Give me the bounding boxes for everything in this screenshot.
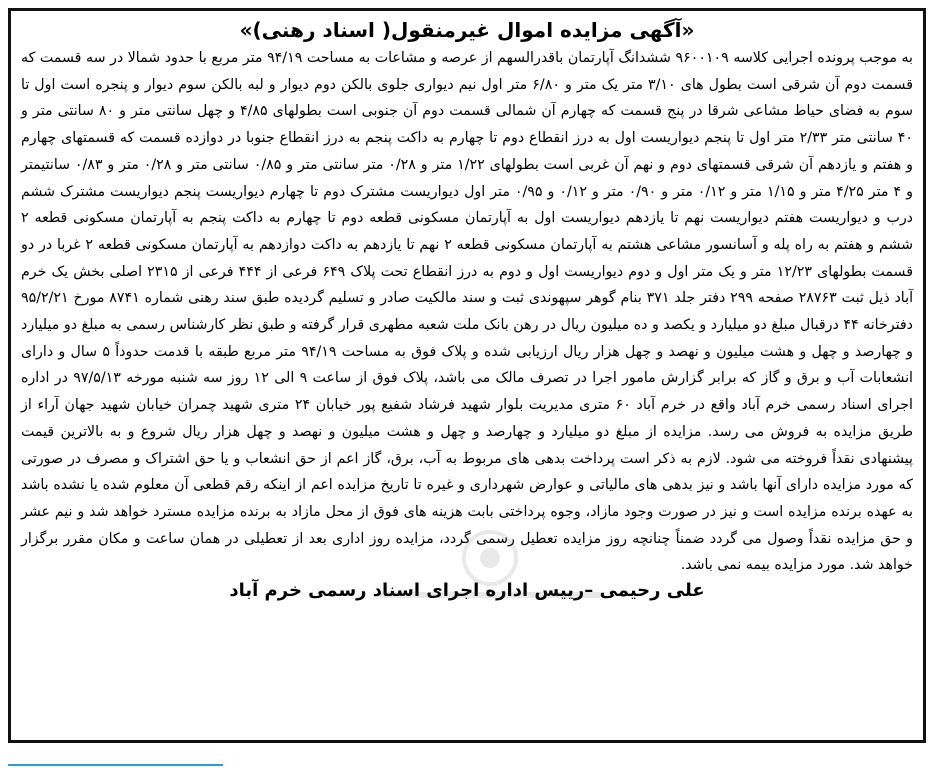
notice-body: به موجب پرونده اجرایی کلاسه ۹۶۰۰۱۰۹ ششدانگ آپارتمان باقدرالسهم از عرصه و مشاعات به مساحت ۹۴/۱۹ متر مربع با حدود شمالا در سه قسمت که قسمت دوم آن شرقی است بطول های ۳/۱۰ متر یک متر و ۶/۸۰ متر اول نیم دیواری جلوی بالکن دوم دیوار و لبه بالکن سوم دیوار و پنجره است اول تا سوم به فضای حیاط مشاعی شرقا در پنج قسمت که چهارم آن شمالی قسمت دوم آن جنوبی است بطولهای ۴/۸۵ و چهل سانتی متر و ۸۰ سانتی متر و ۴۰ سانتی متر ۲/۳۳ متر اول تا پنجم دیواریست اول به درز انقطاع دوم تا چهارم به داکت پنجم به درز انقطاع جنوبا در دوازده قسمت که قسمتهای چهارم و هفتم و یازدهم آن شرقی قسمتهای دوم و نهم آن غربی است بطولهای ۱/۲۲ متر و ۰/۲۸ متر سانتی متر و ۰/۸۵ سانتی متر و ۰/۲۸ متر و ۰/۸۳ سانتیمتر و ۴ متر ۴/۲۵ متر و ۱/۱۵ متر و ۰/۱۲ متر و ۰/۹۰ متر و ۰/۱۲ و ۰/۹۵ متر اول دیواریست مشترک دوم تا چهارم دیواریست پنجم دیواریست مشترک ششم درب و دیواریست هفتم دیواریست نهم تا یازدهم دیواریست اول به آپارتمان مسکونی قطعه دوم تا چهارم به داکت پنجم به آپارتمان مسکونی قطعه ۲ ششم و هفتم به راه پله و آسانسور مشاعی هشتم به آپارتمان مسکونی قطعه ۲ نهم تا یازدهم به داکت دوازدهم به آپارتمان مسکونی قطعه ۲ غربا در دو قسمت بطولهای ۱۲/۲۳ متر و یک متر اول و دوم دیواریست اول و دوم به درز انقطاع تحت پلاک ۶۴۹ فرعی از ۴۴۴ فرعی از ۲۳۱۵ اصلی بخش یک خرم آباد ذیل ثبت ۲۸۷۶۳ صفحه ۲۹۹ دفتر جلد ۳۷۱ بنام گوهر سپهوندی ثبت و سند مالکیت صادر و تسلیم گردیده طبق سند رهنی شماره ۸۷۴۱ مورخ ۹۵/۲/۲۱ دفترخانه ۴۴ درقبال مبلغ دو میلیارد و یکصد و ده میلیون ریال در رهن بانک ملت شعبه مطهری قرار گرفته و طبق نظر کارشناس رسمی به مبلغ دو میلیارد و چهارصد و چهل و هشت میلیون و نهصد و چهل هزار ریال ارزیابی شده و پلاک فوق به مساحت ۹۴/۱۹ متر مربع طبقه با قدمت حدوداً ۵ سال و دارای انشعابات آب و برق و گاز که برابر گزارش مامور اجرا در تصرف مالک می باشد، پلاک فوق از ساعت ۹ الی ۱۲ روز سه شنبه مورخه ۹۷/۵/۱۳ در اداره اجرای اسناد رسمی خرم آباد واقع در خرم آباد ۶۰ متری مدیریت بلوار شهید فرشاد شفیع پور خیابان ۲۴ متری شهید چمران خیابان شهید جهان آراء از طریق مزایده به فروش می رسد. مزایده از مبلغ دو میلیارد و چهارصد و چهل و هشت میلیون و نهصد و چهل هزار ریال شروع و به بالاترین قیمت پیشنهادی نقداً فروخته می شود. لازم به ذکر است پرداخت بدهی های مربوط به آب، برق، گاز اعم از حق انشعاب و یا حق اشتراک و مصرف در صورتی که مورد مزایده دارای آنها باشد و نیز بدهی های مالیاتی و عوارض شهرداری و غیره تا تاریخ مزایده اعم از اینکه رقم قطعی آن معلوم شده یا نشده باشد به عهده برنده مزایده است و نیز در صورت وجود مازاد، وجوه پرداختی بابت هزینه های فوق از محل مازاد به برنده مزایده مسترد خواهد شد و نیم عشر و حق مزایده نقداً وصول می گردد ضمناً چنانچه روز مزایده تعطیل رسمی گردد، مزایده روز اداری بعد از تعطیلی در همان ساعت و مکان مقرر برگزار خواهد شد. مورد مزایده بیمه نمی باشد. <box>21 50 914 574</box>
notice-signature: علی رحیمی –رییس اداره اجرای اسناد رسمی خرم آباد <box>229 580 705 602</box>
notice-frame <box>8 8 926 743</box>
bottom-accent-line <box>8 764 223 766</box>
notice-title: «آگهی مزایده اموال غیرمنقول( اسناد رهنی)» <box>239 18 695 42</box>
